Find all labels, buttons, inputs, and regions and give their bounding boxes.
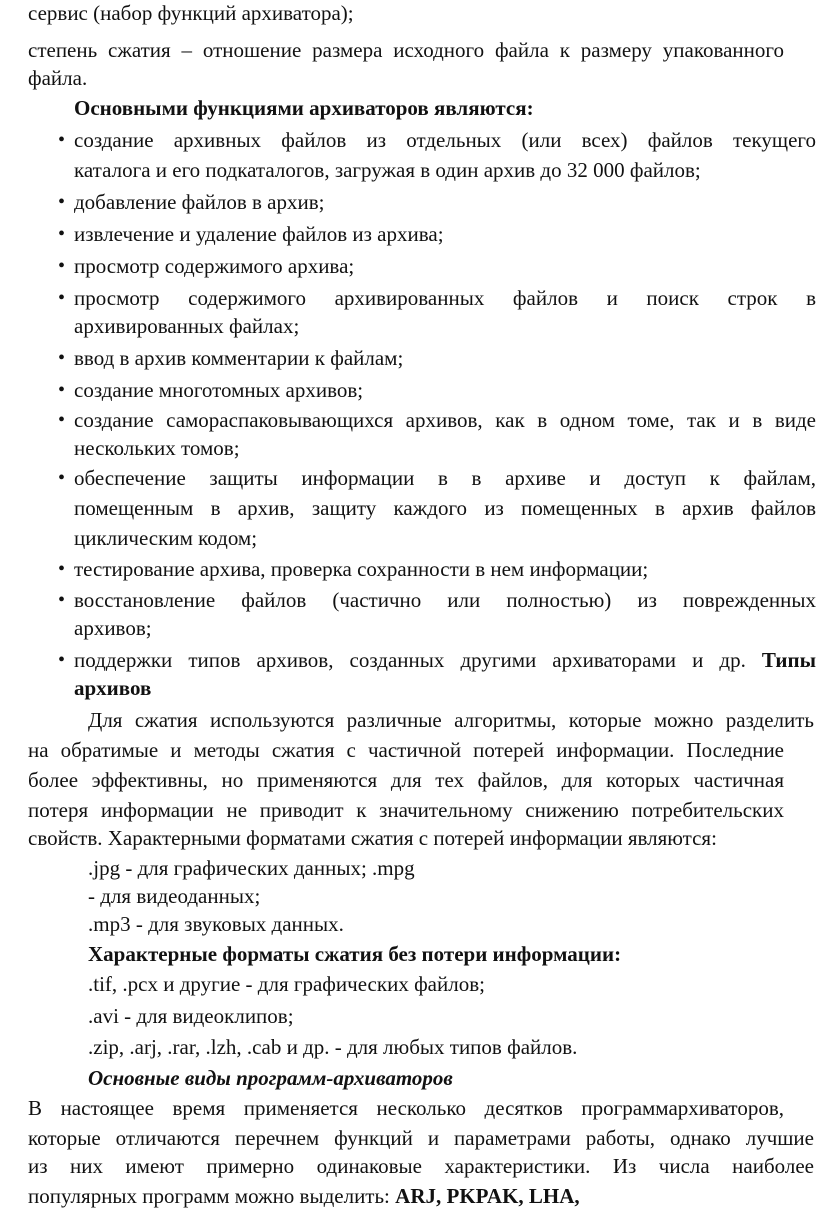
bullet-9-line-1: обеспечение защиты информации в в архиве и доступ к файлам,: [74, 466, 816, 490]
bullet-10-line-1: тестирование архива, проверка сохранности в нем информации;: [74, 557, 649, 581]
bullet-marker: •: [58, 191, 66, 213]
lossless-heading: Характерные форматы сжатия без потери информации:: [88, 942, 622, 966]
section-heading-types-part-1: Типы: [761, 648, 816, 672]
bullet-11-line-1: восстановление файлов (частично или полностью) из поврежденных: [74, 588, 816, 612]
bullet-5-line-2: архивированных файлах;: [74, 314, 300, 338]
programs-paragraph-text: популярных программ можно выделить:: [28, 1184, 390, 1208]
bullet-4-line-1: просмотр содержимого архива;: [74, 254, 355, 278]
bullet-12-line-1: [74, 648, 816, 674]
bullet-marker: •: [58, 255, 66, 277]
bullet-marker: •: [58, 287, 66, 309]
bullet-3-line-1: извлечение и удаление файлов из архива;: [74, 222, 444, 246]
bullet-7-line-1: создание многотомных архивов;: [74, 378, 364, 402]
programs-paragraph-line-3: из них имеют примерно одинаковые характеристики. Из числа наиболее: [28, 1154, 814, 1178]
compression-paragraph-line-3: более эффективны, но применяются для тех файлов, для которых частичная: [28, 768, 784, 792]
bullet-marker: •: [58, 467, 66, 489]
bullet-9-line-3: циклическим кодом;: [74, 526, 258, 550]
lossy-format-line-2: - для видеоданных;: [88, 884, 261, 908]
lossless-format-line-3: .zip, .arj, .rar, .lzh, .cab и др. - для любых типов файлов.: [88, 1035, 578, 1059]
bullet-12-text: поддержки типов архивов, созданных другими архиваторами и др.: [74, 648, 746, 672]
bullet-marker: •: [58, 223, 66, 245]
program-names: ARJ, PKPAK, LHA,: [395, 1184, 580, 1208]
bullet-8-line-2: нескольких томов;: [74, 436, 240, 460]
bullet-2-line-1: добавление файлов в архив;: [74, 190, 325, 214]
bullet-6-line-1: ввод в архив комментарии к файлам;: [74, 346, 404, 370]
functions-heading: Основными функциями архиваторов являются:: [74, 96, 534, 120]
section-heading-types-part-2: архивов: [74, 676, 152, 700]
programs-paragraph-line-2: которые отличаются перечнем функций и параметрами работы, однако лучшие: [28, 1126, 814, 1150]
bullet-1-line-2: каталога и его подкаталогов, загружая в один архив до 32 000 файлов;: [74, 158, 701, 182]
lossy-format-line-3: .mp3 - для звуковых данных.: [88, 912, 344, 936]
intro-line-2: степень сжатия – отношение размера исходного файла к размеру упакованного: [28, 38, 784, 62]
bullet-marker: •: [58, 129, 66, 151]
intro-line-3: файла.: [28, 66, 88, 90]
programs-heading: Основные виды программ-архиваторов: [88, 1066, 453, 1090]
bullet-8-line-1: создание самораспаковывающихся архивов, как в одном томе, так и в виде: [74, 408, 816, 432]
compression-paragraph-line-2: на обратимые и методы сжатия с частичной потерей информации. Последние: [28, 738, 784, 762]
bullet-marker: •: [58, 558, 66, 580]
compression-paragraph-line-5: свойств. Характерными форматами сжатия с потерей информации являются:: [28, 826, 717, 850]
compression-paragraph-line-4: потеря информации не приводит к значительному снижению потребительских: [28, 798, 784, 822]
bullet-marker: •: [58, 409, 66, 431]
bullet-marker: •: [58, 379, 66, 401]
bullet-1-line-1: создание архивных файлов из отдельных (или всех) файлов текущего: [74, 128, 816, 152]
bullet-5-line-1: просмотр содержимого архивированных файлов и поиск строк в: [74, 286, 816, 310]
bullet-marker: •: [58, 347, 66, 369]
lossless-format-line-2: .avi - для видеоклипов;: [88, 1004, 294, 1028]
programs-paragraph-line-1: В настоящее время применяется несколько десятков программархиваторов,: [28, 1096, 784, 1120]
compression-paragraph-line-1: Для сжатия используются различные алгоритмы, которые можно разделить: [88, 708, 814, 732]
bullet-11-line-2: архивов;: [74, 616, 152, 640]
bullet-marker: •: [58, 589, 66, 611]
intro-line-1: сервис (набор функций архиватора);: [28, 1, 354, 25]
lossy-format-line-1: .jpg - для графических данных; .mpg: [88, 856, 415, 880]
programs-paragraph-line-4: [28, 1184, 580, 1210]
lossless-format-line-1: .tif, .pcx и другие - для графических файлов;: [88, 972, 485, 996]
bullet-marker: •: [58, 649, 66, 671]
bullet-9-line-2: помещенным в архив, защиту каждого из помещенных в архив файлов: [74, 496, 816, 520]
